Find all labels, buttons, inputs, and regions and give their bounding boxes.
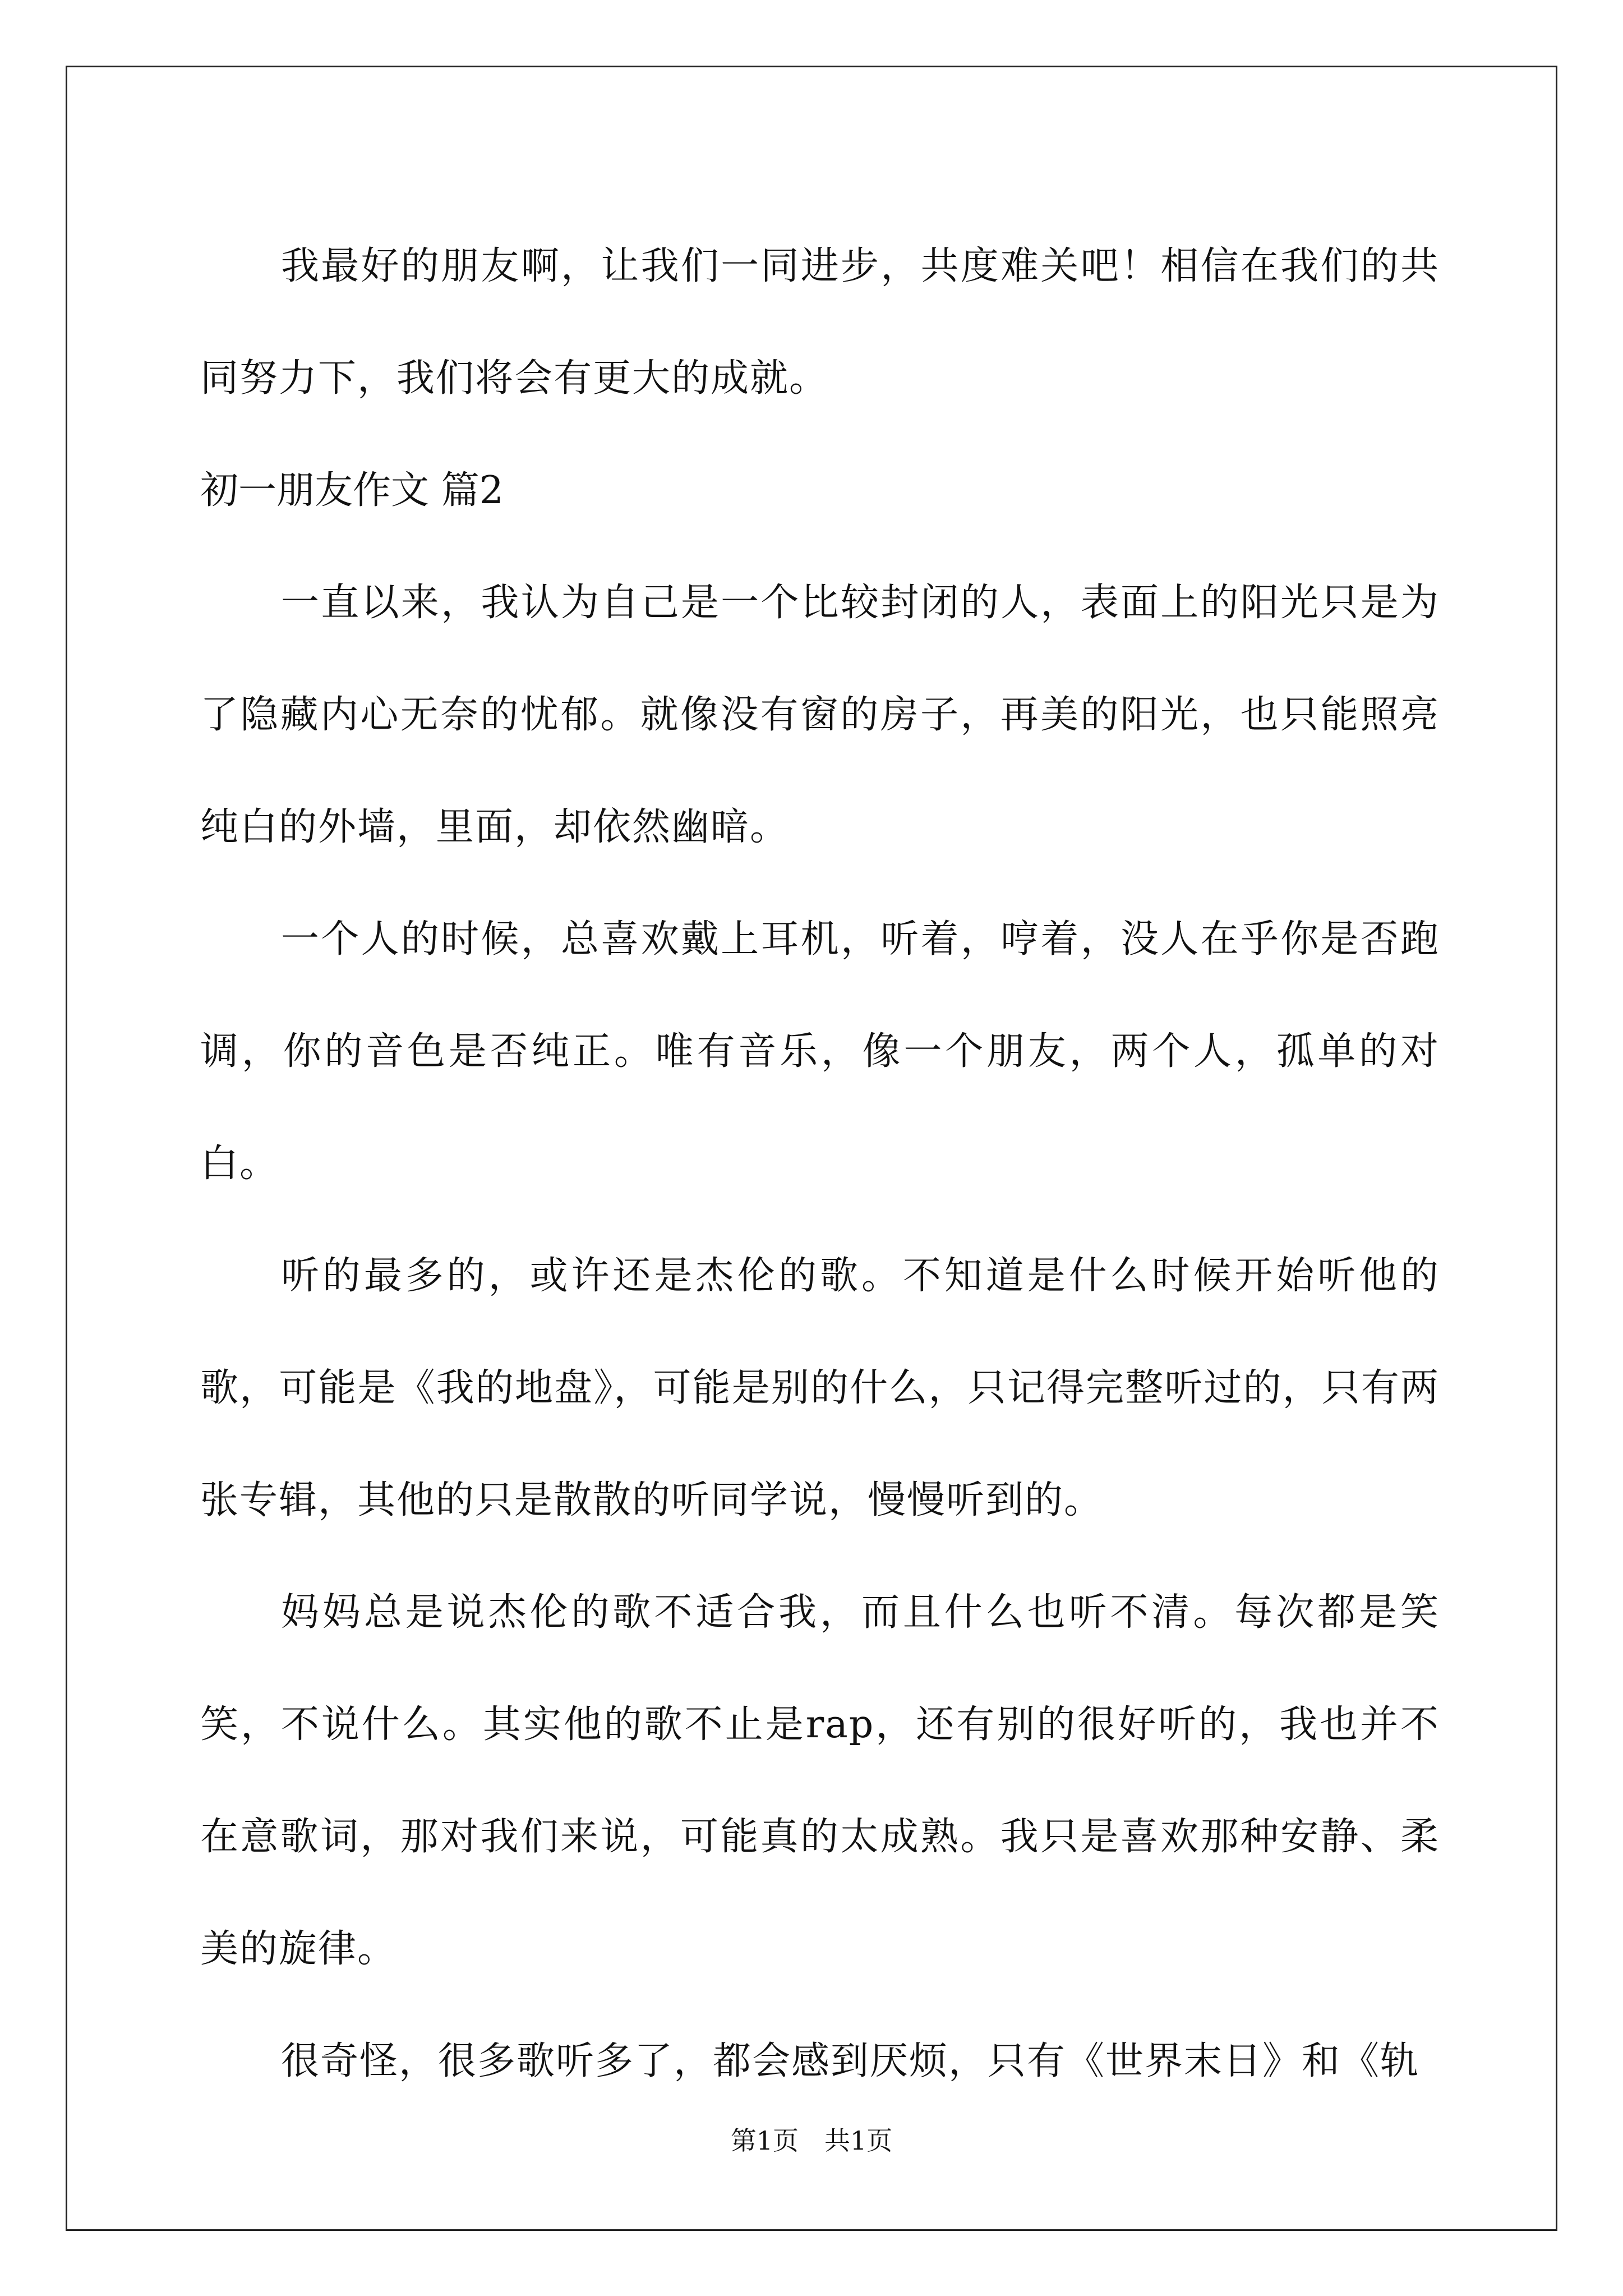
paragraph-jay-chou: 听的最多的，或许还是杰伦的歌。不知道是什么时候开始听他的歌，可能是《我的地盘》，可能是别的什么，只记得完整听过的，只有两张专辑，其他的只是散散的听同学说，慢慢听到的。	[200, 1254, 1440, 1522]
section-heading: 初一朋友作文 篇2	[200, 468, 504, 513]
document-body	[200, 210, 1440, 2118]
paragraph-mother: 妈妈总是说杰伦的歌不适合我，而且什么也听不清。每次都是笑笑，不说什么。其实他的歌不止是rap，还有别的很好听的，我也并不在意歌词，那对我们来说，可能真的太成熟。我只是喜欢那种安静、柔美的旋律。	[200, 1590, 1440, 1971]
paragraph-introvert: 一直以来，我认为自己是一个比较封闭的人，表面上的阳光只是为了隐藏内心无奈的忧郁。就像没有窗的房子，再美的阳光，也只能照亮纯白的外墙，里面，却依然幽暗。	[200, 581, 1440, 849]
paragraph-closing-friend: 我最好的朋友啊，让我们一同进步，共度难关吧！相信在我们的共同努力下，我们将会有更大的成就。	[200, 244, 1440, 401]
paragraph-headphones: 一个人的时候，总喜欢戴上耳机，听着，哼着，没人在乎你是否跑调，你的音色是否纯正。唯有音乐，像一个朋友，两个人，孤单的对白。	[200, 917, 1440, 1186]
page-footer: 第1页 共1页	[730, 2125, 893, 2156]
paragraph-strange: 很奇怪，很多歌听多了，都会感到厌烦，只有《世界末日》和《轨	[281, 2039, 1420, 2083]
